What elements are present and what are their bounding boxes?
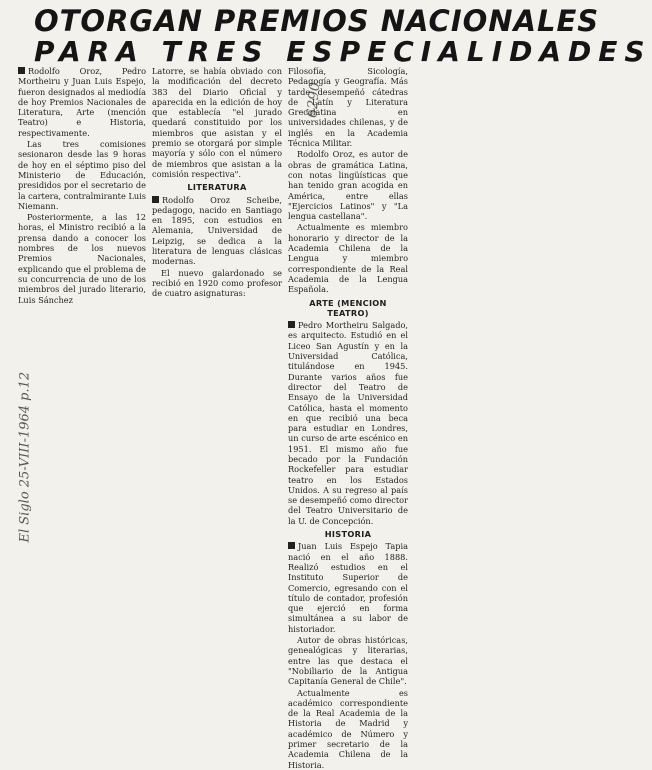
- paragraph: Rodolfo Oroz, es autor de obras de gramática Latina, con notas lingüísticas que han tenido gran acogida en América, entre ellas "Ejercicios Latinos" y "La lengua castellana".: [288, 149, 408, 222]
- article-column-1: [18, 66, 146, 305]
- bullet-square-icon: [288, 321, 295, 328]
- paragraph: [288, 320, 408, 526]
- bullet-square-icon: [288, 542, 295, 549]
- bullet-square-icon: [152, 196, 159, 203]
- paragraph: Autor de obras históricas, genealógicas y literarias, entre las que destaca el "Nobiliario de la Antigua Capitanía General de Chile".: [288, 635, 408, 687]
- paragraph: Latorre, se había obviado con la modificación del decreto 383 del Diario Oficial y aparecida en la edición de hoy que establecía "el jurado quedará constituido por los miembros que asistan y el premio se otorgará por simple mayoría y sólo con el número de miembros que asistan a la comisión respectiva".: [152, 66, 282, 179]
- paragraph-text: Pedro Mortheiru Salgado, es arquitecto. Estudió en el Liceo San Agustín y en la Universidad Católica, titulándose en 1945. Durante varios años fue director del Teatro de Ensayo de la Universidad Católica, hasta el momento en que recibió una beca para estudiar en Londres, un curso de arte escénico en 1951. El mismo año fue becado por la Fundación Rockefeller para estudiar teatro en los Estados Unidos. A su regreso al país se desempeñó como director del Teatro Universitario de la U. de Concepción.: [288, 320, 408, 526]
- paragraph: Filosofía, Sicología, Pedagogía y Geografía. Más tarde desempeñó cátedras de Latín y Literatura Grecolatina en universidades chilenas, y de inglés en la Academia Técnica Militar.: [288, 66, 408, 149]
- article-column-3: [288, 66, 408, 770]
- paragraph: Las tres comisiones sesionaron desde las 9 horas de hoy en el séptimo piso del Ministerio de Educación, presididos por el secretario de la cartera, contralmirante Luis Niemann.: [18, 139, 146, 211]
- paragraph: Actualmente es académico correspondiente de la Real Academia de la Historia de Madrid y académico de Número y primer secretario de la Academia Chilena de la Historia.: [288, 687, 408, 770]
- article-column-2: [152, 66, 282, 299]
- archive-number-stamp: 6290: [304, 81, 324, 119]
- paragraph: [18, 66, 146, 138]
- margin-handwritten-note: El Siglo 25-VIII-1964 p.12: [17, 371, 33, 543]
- bullet-square-icon: [18, 67, 25, 74]
- headline-line-1: OTORGAN PREMIOS NACIONALES: [34, 4, 600, 38]
- paragraph: [152, 195, 282, 267]
- paragraph: [288, 541, 408, 634]
- section-heading-literatura: LITERATURA: [187, 182, 247, 193]
- section-heading-arte: ARTE (MENCION TEATRO): [309, 297, 387, 318]
- paragraph-text: Juan Luis Espejo Tapia nació en el año 1888. Realizó estudios en el Instituto Superior de Comercio, egresando con el título de contador, profesión que ejerció en forma simultánea a su labor de historiador.: [288, 541, 408, 634]
- section-heading-historia: HISTORIA: [324, 529, 372, 540]
- paragraph-text: Rodolfo Oroz, Pedro Mortheiru y Juan Luis Espejo, fueron designados al mediodía de hoy Premios Nacionales de Literatura, Arte (mención Teatro) e Historia, respectivamente.: [18, 66, 146, 138]
- paragraph-text: Rodolfo Oroz Scheibe, pedagogo, nacido en Santiago en 1895, con estudios en Alemania, Universidad de Leipzig, se dedica a la literatura de lenguas clásicas modernas.: [152, 194, 282, 267]
- headline-line-2: PARA TRES ESPECIALIDADES: [34, 35, 652, 68]
- paragraph: Posteriormente, a las 12 horas, el Ministro recibió a la prensa dando a conocer los nombres de los nuevos Premios Nacionales, explicando que el problema de su concurrencia de uno de los miembros del jurado literario, Luis Sánchez: [18, 212, 146, 305]
- paragraph: Actualmente es miembro honorario y director de la Academia Chilena de la Lengua y miembro correspondiente de la Real Academia de la Lengua Española.: [288, 222, 408, 295]
- paragraph: El nuevo galardonado se recibió en 1920 como profesor de cuatro asignaturas:: [152, 267, 282, 299]
- headline: [34, 4, 652, 68]
